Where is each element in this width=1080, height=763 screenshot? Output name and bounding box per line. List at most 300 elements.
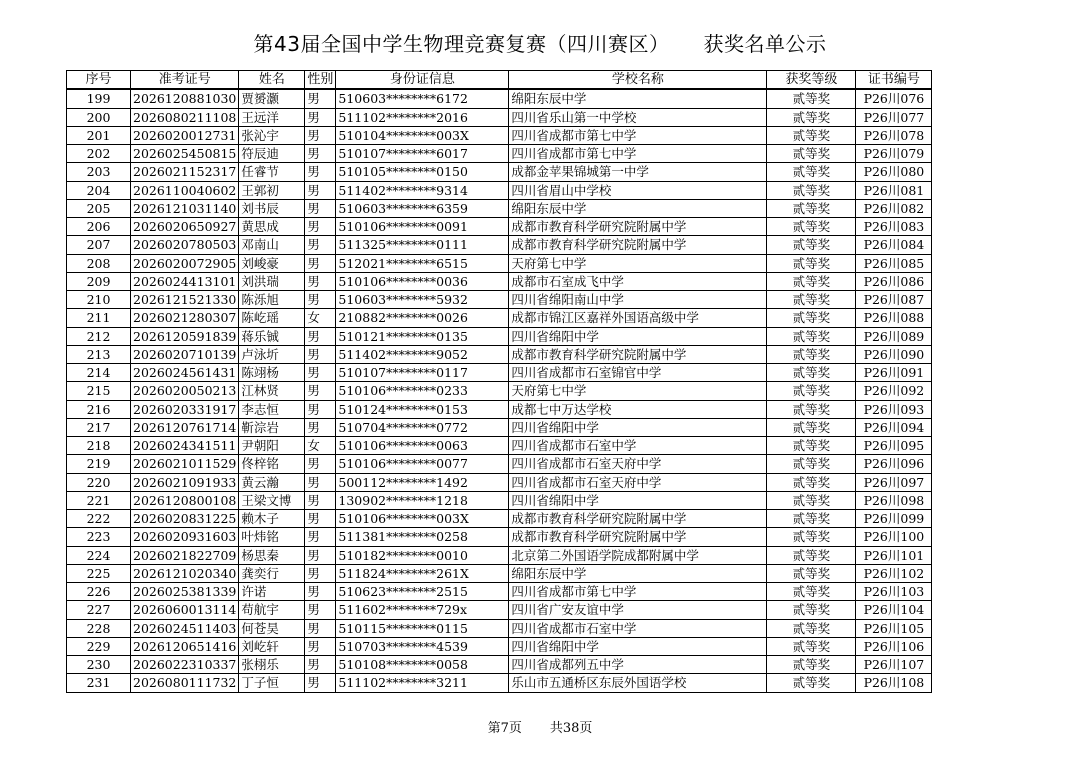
- cell-exam-id: 2026060013114: [131, 601, 239, 619]
- cell-award: 贰等奖: [767, 291, 856, 309]
- cell-id-card: 510107********0117: [336, 364, 509, 382]
- cell-id-card: 512021********6515: [336, 254, 509, 272]
- cell-award: 贰等奖: [767, 236, 856, 254]
- cell-certificate: P26川083: [856, 218, 932, 236]
- cell-id-card: 511325********0111: [336, 236, 509, 254]
- cell-name: 符辰迪: [239, 145, 305, 163]
- cell-name: 王远洋: [239, 108, 305, 126]
- cell-exam-id: 2026121031140: [131, 199, 239, 217]
- cell-gender: 男: [305, 601, 336, 619]
- cell-index: 199: [67, 89, 131, 108]
- cell-gender: 男: [305, 656, 336, 674]
- cell-gender: 男: [305, 199, 336, 217]
- cell-index: 228: [67, 619, 131, 637]
- cell-id-card: 510106********0233: [336, 382, 509, 400]
- cell-award: 贰等奖: [767, 400, 856, 418]
- cell-certificate: P26川092: [856, 382, 932, 400]
- cell-school: 成都市教育科学研究院附属中学: [509, 345, 767, 363]
- cell-exam-id: 2026120651416: [131, 637, 239, 655]
- cell-id-card: 511824********261X: [336, 564, 509, 582]
- cell-name: 靳淙岩: [239, 418, 305, 436]
- cell-school: 四川省绵阳中学: [509, 418, 767, 436]
- cell-name: 王梁文博: [239, 491, 305, 509]
- cell-id-card: 510124********0153: [336, 400, 509, 418]
- cell-id-card: 511102********3211: [336, 674, 509, 692]
- cell-award: 贰等奖: [767, 108, 856, 126]
- cell-exam-id: 2026021091933: [131, 473, 239, 491]
- cell-index: 218: [67, 437, 131, 455]
- cell-index: 229: [67, 637, 131, 655]
- cell-index: 211: [67, 309, 131, 327]
- cell-gender: 男: [305, 108, 336, 126]
- cell-name: 许诺: [239, 583, 305, 601]
- cell-school: 成都市教育科学研究院附属中学: [509, 528, 767, 546]
- cell-school: 成都市石室成飞中学: [509, 272, 767, 290]
- cell-school: 成都七中万达学校: [509, 400, 767, 418]
- cell-award: 贰等奖: [767, 583, 856, 601]
- table-row: [67, 473, 932, 491]
- table-row: [67, 491, 932, 509]
- cell-id-card: 500112********1492: [336, 473, 509, 491]
- cell-certificate: P26川097: [856, 473, 932, 491]
- cell-name: 何苍昊: [239, 619, 305, 637]
- cell-name: 江林贤: [239, 382, 305, 400]
- cell-school: 四川省成都市石室中学: [509, 619, 767, 637]
- cell-certificate: P26川090: [856, 345, 932, 363]
- table-row: [67, 254, 932, 272]
- table-row: [67, 418, 932, 436]
- table-row: [67, 674, 932, 692]
- cell-index: 231: [67, 674, 131, 692]
- cell-exam-id: 2026020831225: [131, 510, 239, 528]
- cell-certificate: P26川106: [856, 637, 932, 655]
- table-row: [67, 437, 932, 455]
- cell-school: 四川省乐山第一中学校: [509, 108, 767, 126]
- cell-certificate: P26川098: [856, 491, 932, 509]
- cell-index: 204: [67, 181, 131, 199]
- cell-index: 210: [67, 291, 131, 309]
- cell-certificate: P26川103: [856, 583, 932, 601]
- cell-gender: 男: [305, 89, 336, 108]
- cell-award: 贰等奖: [767, 619, 856, 637]
- cell-certificate: P26川091: [856, 364, 932, 382]
- cell-exam-id: 2026021822709: [131, 546, 239, 564]
- cell-gender: 男: [305, 510, 336, 528]
- cell-exam-id: 2026024561431: [131, 364, 239, 382]
- cell-award: 贰等奖: [767, 601, 856, 619]
- cell-school: 北京第二外国语学院成都附属中学: [509, 546, 767, 564]
- table-row: [67, 637, 932, 655]
- cell-certificate: P26川086: [856, 272, 932, 290]
- header-award: 获奖等级: [767, 71, 856, 90]
- cell-exam-id: 2026020931603: [131, 528, 239, 546]
- cell-school: 绵阳东辰中学: [509, 564, 767, 582]
- cell-school: 四川省成都市石室天府中学: [509, 455, 767, 473]
- cell-gender: 男: [305, 382, 336, 400]
- cell-id-card: 510106********003X: [336, 510, 509, 528]
- table-row: [67, 272, 932, 290]
- cell-certificate: P26川080: [856, 163, 932, 181]
- cell-gender: 男: [305, 418, 336, 436]
- cell-school: 四川省成都市石室中学: [509, 437, 767, 455]
- cell-index: 216: [67, 400, 131, 418]
- table-body: [67, 89, 932, 692]
- cell-name: 张栩乐: [239, 656, 305, 674]
- cell-certificate: P26川095: [856, 437, 932, 455]
- cell-name: 陈屹瑶: [239, 309, 305, 327]
- cell-name: 卢泳圻: [239, 345, 305, 363]
- cell-award: 贰等奖: [767, 327, 856, 345]
- cell-id-card: 510623********2515: [336, 583, 509, 601]
- cell-index: 214: [67, 364, 131, 382]
- cell-gender: 男: [305, 145, 336, 163]
- cell-gender: 男: [305, 291, 336, 309]
- table-row: [67, 291, 932, 309]
- cell-name: 王郭初: [239, 181, 305, 199]
- cell-certificate: P26川088: [856, 309, 932, 327]
- title-sub: 获奖名单公示: [703, 32, 827, 56]
- footer-total: 共38页: [549, 721, 593, 736]
- cell-award: 贰等奖: [767, 674, 856, 692]
- cell-index: 223: [67, 528, 131, 546]
- table-row: [67, 345, 932, 363]
- cell-id-card: 510703********4539: [336, 637, 509, 655]
- cell-certificate: P26川107: [856, 656, 932, 674]
- cell-gender: 男: [305, 345, 336, 363]
- cell-certificate: P26川082: [856, 199, 932, 217]
- cell-exam-id: 2026020650927: [131, 218, 239, 236]
- header-name: 姓名: [239, 71, 305, 90]
- table-row: [67, 601, 932, 619]
- cell-name: 叶炜铭: [239, 528, 305, 546]
- cell-name: 任睿节: [239, 163, 305, 181]
- cell-index: 203: [67, 163, 131, 181]
- cell-exam-id: 2026080111732: [131, 674, 239, 692]
- table-row: [67, 236, 932, 254]
- cell-id-card: 210882********0026: [336, 309, 509, 327]
- table-row: [67, 564, 932, 582]
- cell-id-card: 510107********6017: [336, 145, 509, 163]
- cell-award: 贰等奖: [767, 218, 856, 236]
- cell-index: 220: [67, 473, 131, 491]
- cell-award: 贰等奖: [767, 309, 856, 327]
- cell-gender: 男: [305, 364, 336, 382]
- cell-name: 邓南山: [239, 236, 305, 254]
- cell-certificate: P26川077: [856, 108, 932, 126]
- cell-certificate: P26川076: [856, 89, 932, 108]
- cell-name: 刘屹轩: [239, 637, 305, 655]
- cell-award: 贰等奖: [767, 510, 856, 528]
- cell-school: 四川省绵阳中学: [509, 637, 767, 655]
- cell-name: 黄云瀚: [239, 473, 305, 491]
- cell-certificate: P26川081: [856, 181, 932, 199]
- cell-certificate: P26川099: [856, 510, 932, 528]
- header-school: 学校名称: [509, 71, 767, 90]
- cell-id-card: 510106********0036: [336, 272, 509, 290]
- cell-certificate: P26川084: [856, 236, 932, 254]
- header-index: 序号: [67, 71, 131, 90]
- cell-index: 213: [67, 345, 131, 363]
- cell-gender: 男: [305, 236, 336, 254]
- cell-certificate: P26川102: [856, 564, 932, 582]
- cell-award: 贰等奖: [767, 418, 856, 436]
- cell-gender: 男: [305, 546, 336, 564]
- cell-school: 乐山市五通桥区东辰外国语学校: [509, 674, 767, 692]
- header-exam-id: 准考证号: [131, 71, 239, 90]
- table-row: [67, 528, 932, 546]
- cell-certificate: P26川096: [856, 455, 932, 473]
- cell-index: 227: [67, 601, 131, 619]
- cell-exam-id: 2026080211108: [131, 108, 239, 126]
- cell-award: 贰等奖: [767, 473, 856, 491]
- cell-exam-id: 2026025450815: [131, 145, 239, 163]
- cell-id-card: 511602********729x: [336, 601, 509, 619]
- cell-name: 陈翊杨: [239, 364, 305, 382]
- cell-award: 贰等奖: [767, 491, 856, 509]
- cell-id-card: 510115********0115: [336, 619, 509, 637]
- cell-gender: 男: [305, 491, 336, 509]
- cell-id-card: 510108********0058: [336, 656, 509, 674]
- cell-school: 绵阳东辰中学: [509, 89, 767, 108]
- cell-id-card: 510105********0150: [336, 163, 509, 181]
- cell-school: 四川省成都市第七中学: [509, 145, 767, 163]
- header-id-card: 身份证信息: [336, 71, 509, 90]
- cell-id-card: 510182********0010: [336, 546, 509, 564]
- cell-school: 绵阳东辰中学: [509, 199, 767, 217]
- cell-index: 222: [67, 510, 131, 528]
- cell-school: 四川省成都市石室天府中学: [509, 473, 767, 491]
- cell-id-card: 130902********1218: [336, 491, 509, 509]
- title-main: 第43届全国中学生物理竞赛复赛（四川赛区）: [253, 32, 670, 56]
- cell-id-card: 510106********0063: [336, 437, 509, 455]
- table-row: [67, 327, 932, 345]
- cell-certificate: P26川104: [856, 601, 932, 619]
- cell-index: 219: [67, 455, 131, 473]
- cell-exam-id: 2026024341511: [131, 437, 239, 455]
- cell-gender: 男: [305, 564, 336, 582]
- cell-name: 刘书辰: [239, 199, 305, 217]
- cell-gender: 男: [305, 400, 336, 418]
- cell-name: 杨思秦: [239, 546, 305, 564]
- cell-certificate: P26川105: [856, 619, 932, 637]
- cell-award: 贰等奖: [767, 656, 856, 674]
- cell-exam-id: 2026110040602: [131, 181, 239, 199]
- page-footer: [0, 717, 1080, 736]
- cell-name: 丁子恒: [239, 674, 305, 692]
- cell-name: 刘峻豪: [239, 254, 305, 272]
- cell-name: 蒋乐铖: [239, 327, 305, 345]
- cell-school: 四川省绵阳中学: [509, 327, 767, 345]
- cell-certificate: P26川093: [856, 400, 932, 418]
- cell-index: 206: [67, 218, 131, 236]
- cell-id-card: 510603********6359: [336, 199, 509, 217]
- cell-index: 205: [67, 199, 131, 217]
- cell-award: 贰等奖: [767, 455, 856, 473]
- table-row: [67, 619, 932, 637]
- cell-exam-id: 2026022310337: [131, 656, 239, 674]
- cell-award: 贰等奖: [767, 181, 856, 199]
- cell-exam-id: 2026121521330: [131, 291, 239, 309]
- table-row: [67, 163, 932, 181]
- table-row: [67, 364, 932, 382]
- header-gender: 性别: [305, 71, 336, 90]
- cell-award: 贰等奖: [767, 546, 856, 564]
- cell-school: 四川省成都列五中学: [509, 656, 767, 674]
- cell-name: 龚奕行: [239, 564, 305, 582]
- header-certificate: 证书编号: [856, 71, 932, 90]
- cell-school: 四川省广安友谊中学: [509, 601, 767, 619]
- cell-exam-id: 2026021011529: [131, 455, 239, 473]
- cell-index: 226: [67, 583, 131, 601]
- cell-gender: 男: [305, 637, 336, 655]
- cell-gender: 男: [305, 272, 336, 290]
- cell-id-card: 510603********6172: [336, 89, 509, 108]
- table-row: [67, 510, 932, 528]
- cell-name: 张沁宇: [239, 126, 305, 144]
- cell-certificate: P26川089: [856, 327, 932, 345]
- cell-exam-id: 2026024511403: [131, 619, 239, 637]
- cell-index: 225: [67, 564, 131, 582]
- cell-id-card: 510603********5932: [336, 291, 509, 309]
- document-title: [0, 28, 1080, 57]
- cell-exam-id: 2026020072905: [131, 254, 239, 272]
- cell-exam-id: 2026120881030: [131, 89, 239, 108]
- cell-exam-id: 2026020780503: [131, 236, 239, 254]
- table-header-row: [67, 71, 932, 90]
- cell-exam-id: 2026020050213: [131, 382, 239, 400]
- cell-award: 贰等奖: [767, 272, 856, 290]
- cell-award: 贰等奖: [767, 382, 856, 400]
- cell-award: 贰等奖: [767, 199, 856, 217]
- cell-index: 221: [67, 491, 131, 509]
- cell-school: 四川省成都市第七中学: [509, 583, 767, 601]
- cell-award: 贰等奖: [767, 437, 856, 455]
- cell-index: 230: [67, 656, 131, 674]
- cell-index: 217: [67, 418, 131, 436]
- cell-gender: 女: [305, 437, 336, 455]
- cell-certificate: P26川085: [856, 254, 932, 272]
- cell-certificate: P26川087: [856, 291, 932, 309]
- cell-certificate: P26川079: [856, 145, 932, 163]
- cell-certificate: P26川078: [856, 126, 932, 144]
- cell-index: 224: [67, 546, 131, 564]
- table-row: [67, 400, 932, 418]
- cell-award: 贰等奖: [767, 364, 856, 382]
- cell-index: 207: [67, 236, 131, 254]
- cell-award: 贰等奖: [767, 254, 856, 272]
- cell-gender: 男: [305, 181, 336, 199]
- cell-award: 贰等奖: [767, 564, 856, 582]
- cell-name: 黄思成: [239, 218, 305, 236]
- cell-name: 贾赟灏: [239, 89, 305, 108]
- cell-school: 四川省成都市第七中学: [509, 126, 767, 144]
- cell-exam-id: 2026020710139: [131, 345, 239, 363]
- table-row: [67, 89, 932, 108]
- cell-award: 贰等奖: [767, 637, 856, 655]
- cell-index: 209: [67, 272, 131, 290]
- award-table: [66, 70, 932, 693]
- cell-index: 208: [67, 254, 131, 272]
- cell-exam-id: 2026021152317: [131, 163, 239, 181]
- cell-gender: 男: [305, 218, 336, 236]
- cell-index: 202: [67, 145, 131, 163]
- table-row: [67, 126, 932, 144]
- cell-name: 佟梓铭: [239, 455, 305, 473]
- cell-gender: 男: [305, 583, 336, 601]
- cell-exam-id: 2026021280307: [131, 309, 239, 327]
- table-row: [67, 656, 932, 674]
- cell-school: 四川省绵阳南山中学: [509, 291, 767, 309]
- cell-school: 成都市锦江区嘉祥外国语高级中学: [509, 309, 767, 327]
- cell-gender: 男: [305, 473, 336, 491]
- table-row: [67, 181, 932, 199]
- cell-name: 刘洪瑞: [239, 272, 305, 290]
- table-row: [67, 108, 932, 126]
- cell-id-card: 510106********0091: [336, 218, 509, 236]
- cell-gender: 男: [305, 254, 336, 272]
- cell-school: 四川省眉山中学校: [509, 181, 767, 199]
- cell-exam-id: 2026120591839: [131, 327, 239, 345]
- cell-school: 天府第七中学: [509, 254, 767, 272]
- table-row: [67, 546, 932, 564]
- cell-id-card: 510104********003X: [336, 126, 509, 144]
- cell-school: 成都市教育科学研究院附属中学: [509, 218, 767, 236]
- cell-id-card: 510121********0135: [336, 327, 509, 345]
- cell-id-card: 510704********0772: [336, 418, 509, 436]
- table-row: [67, 382, 932, 400]
- cell-school: 四川省绵阳中学: [509, 491, 767, 509]
- cell-school: 成都市教育科学研究院附属中学: [509, 236, 767, 254]
- cell-certificate: P26川101: [856, 546, 932, 564]
- cell-award: 贰等奖: [767, 126, 856, 144]
- cell-index: 215: [67, 382, 131, 400]
- cell-exam-id: 2026020012731: [131, 126, 239, 144]
- table-row: [67, 309, 932, 327]
- cell-certificate: P26川100: [856, 528, 932, 546]
- cell-award: 贰等奖: [767, 528, 856, 546]
- cell-name: 赖木子: [239, 510, 305, 528]
- cell-id-card: 511402********9314: [336, 181, 509, 199]
- cell-exam-id: 2026024413101: [131, 272, 239, 290]
- cell-gender: 男: [305, 327, 336, 345]
- cell-index: 200: [67, 108, 131, 126]
- cell-index: 212: [67, 327, 131, 345]
- cell-award: 贰等奖: [767, 89, 856, 108]
- cell-school: 成都金苹果锦城第一中学: [509, 163, 767, 181]
- cell-id-card: 511402********9052: [336, 345, 509, 363]
- table-row: [67, 145, 932, 163]
- cell-name: 苟航宇: [239, 601, 305, 619]
- cell-award: 贰等奖: [767, 163, 856, 181]
- cell-award: 贰等奖: [767, 345, 856, 363]
- cell-gender: 女: [305, 309, 336, 327]
- cell-exam-id: 2026120800108: [131, 491, 239, 509]
- cell-gender: 男: [305, 528, 336, 546]
- cell-gender: 男: [305, 163, 336, 181]
- footer-page: 第7页: [487, 721, 522, 736]
- cell-gender: 男: [305, 455, 336, 473]
- table-row: [67, 218, 932, 236]
- cell-index: 201: [67, 126, 131, 144]
- cell-id-card: 511381********0258: [336, 528, 509, 546]
- table-row: [67, 583, 932, 601]
- cell-school: 天府第七中学: [509, 382, 767, 400]
- cell-exam-id: 2026025381339: [131, 583, 239, 601]
- cell-name: 陈泺旭: [239, 291, 305, 309]
- cell-id-card: 510106********0077: [336, 455, 509, 473]
- cell-name: 尹朝阳: [239, 437, 305, 455]
- cell-exam-id: 2026121020340: [131, 564, 239, 582]
